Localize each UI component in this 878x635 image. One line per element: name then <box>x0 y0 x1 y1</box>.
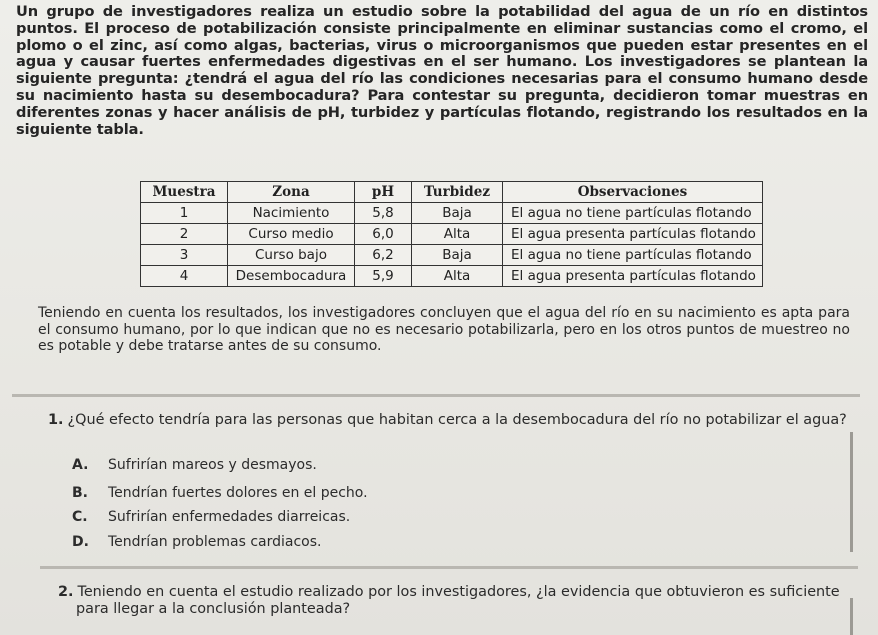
cell-ph: 5,8 <box>355 203 412 224</box>
cell-muestra: 4 <box>141 266 228 287</box>
cell-muestra: 1 <box>141 203 228 224</box>
cell-muestra: 3 <box>141 245 228 266</box>
cell-muestra: 2 <box>141 224 228 245</box>
option-c[interactable] <box>72 509 350 525</box>
question-2-line-2: para llegar a la conclusión planteada? <box>76 601 351 617</box>
option-c-letter: C. <box>72 509 88 525</box>
question-1 <box>48 412 848 428</box>
cell-turbidez: Alta <box>412 224 503 245</box>
option-d-letter: D. <box>72 534 89 550</box>
cell-ph: 6,2 <box>355 245 412 266</box>
question-1-bracket <box>850 432 853 552</box>
table-row <box>141 203 763 224</box>
cell-zona: Nacimiento <box>228 203 355 224</box>
table-row <box>141 266 763 287</box>
cell-ph: 6,0 <box>355 224 412 245</box>
header-observaciones: Observaciones <box>503 182 763 203</box>
results-table <box>140 181 763 287</box>
option-b-text: Tendrían fuertes dolores en el pecho. <box>108 485 368 501</box>
table-row <box>141 245 763 266</box>
conclusion-paragraph: Teniendo en cuenta los resultados, los investigadores concluyen que el agua del río en su nacimiento es apta para el consumo humano, por lo que indican que no es necesario potabilizarla, pero en los otros puntos de muestreo no es potable y debe tratarse antes de su consumo. <box>38 305 850 354</box>
cell-ph: 5,9 <box>355 266 412 287</box>
question-2 <box>58 584 858 618</box>
cell-zona: Curso bajo <box>228 245 355 266</box>
cell-zona: Desembocadura <box>228 266 355 287</box>
question-1-number: 1. <box>48 412 64 428</box>
cell-turbidez: Baja <box>412 203 503 224</box>
header-ph: pH <box>355 182 412 203</box>
option-d[interactable] <box>72 534 322 550</box>
cell-observaciones: El agua no tiene partículas flotando <box>503 245 763 266</box>
header-zona: Zona <box>228 182 355 203</box>
option-d-text: Tendrían problemas cardiacos. <box>108 534 322 550</box>
cell-zona: Curso medio <box>228 224 355 245</box>
option-c-text: Sufrirían enfermedades diarreicas. <box>108 509 351 525</box>
cell-observaciones: El agua presenta partículas flotando <box>503 224 763 245</box>
cell-turbidez: Baja <box>412 245 503 266</box>
header-turbidez: Turbidez <box>412 182 503 203</box>
cell-observaciones: El agua no tiene partículas flotando <box>503 203 763 224</box>
question-2-line-1: Teniendo en cuenta el estudio realizado por los investigadores, ¿la evidencia que obtuvieron es suficiente <box>77 584 840 600</box>
section-divider <box>12 394 860 397</box>
question-2-bracket <box>850 598 853 635</box>
intro-paragraph: Un grupo de investigadores realiza un estudio sobre la potabilidad del agua de un río en distintos puntos. El proceso de potabilización consiste principalmente en eliminar sustancias como el cromo, el plomo o el zinc, así como algas, bacterias, virus o microorganismos que pueden estar presentes en el agua y causar fuertes enfermedades digestivas en el ser humano. Los investigadores se plantean la siguiente pregunta: ¿tendrá el agua del río las condiciones necesarias para el consumo humano desde su nacimiento hasta su desembocadura? Para contestar su pregunta, decidieron tomar muestras en diferentes zonas y hacer análisis de pH, turbidez y partículas flotando, registrando los resultados en la siguiente tabla. <box>16 3 868 138</box>
table-header-row <box>141 182 763 203</box>
question-2-number: 2. <box>58 584 74 600</box>
cell-observaciones: El agua presenta partículas flotando <box>503 266 763 287</box>
option-a[interactable] <box>72 457 317 473</box>
option-a-text: Sufrirían mareos y desmayos. <box>108 457 317 473</box>
results-table-wrapper <box>140 181 763 287</box>
option-b-letter: B. <box>72 485 88 501</box>
question-1-text: ¿Qué efecto tendría para las personas que habitan cerca a la desembocadura del río no potabilizar el agua? <box>67 412 847 428</box>
header-muestra: Muestra <box>141 182 228 203</box>
option-a-letter: A. <box>72 457 89 473</box>
cell-turbidez: Alta <box>412 266 503 287</box>
option-b[interactable] <box>72 485 368 501</box>
section-divider-2 <box>40 566 858 569</box>
table-row <box>141 224 763 245</box>
